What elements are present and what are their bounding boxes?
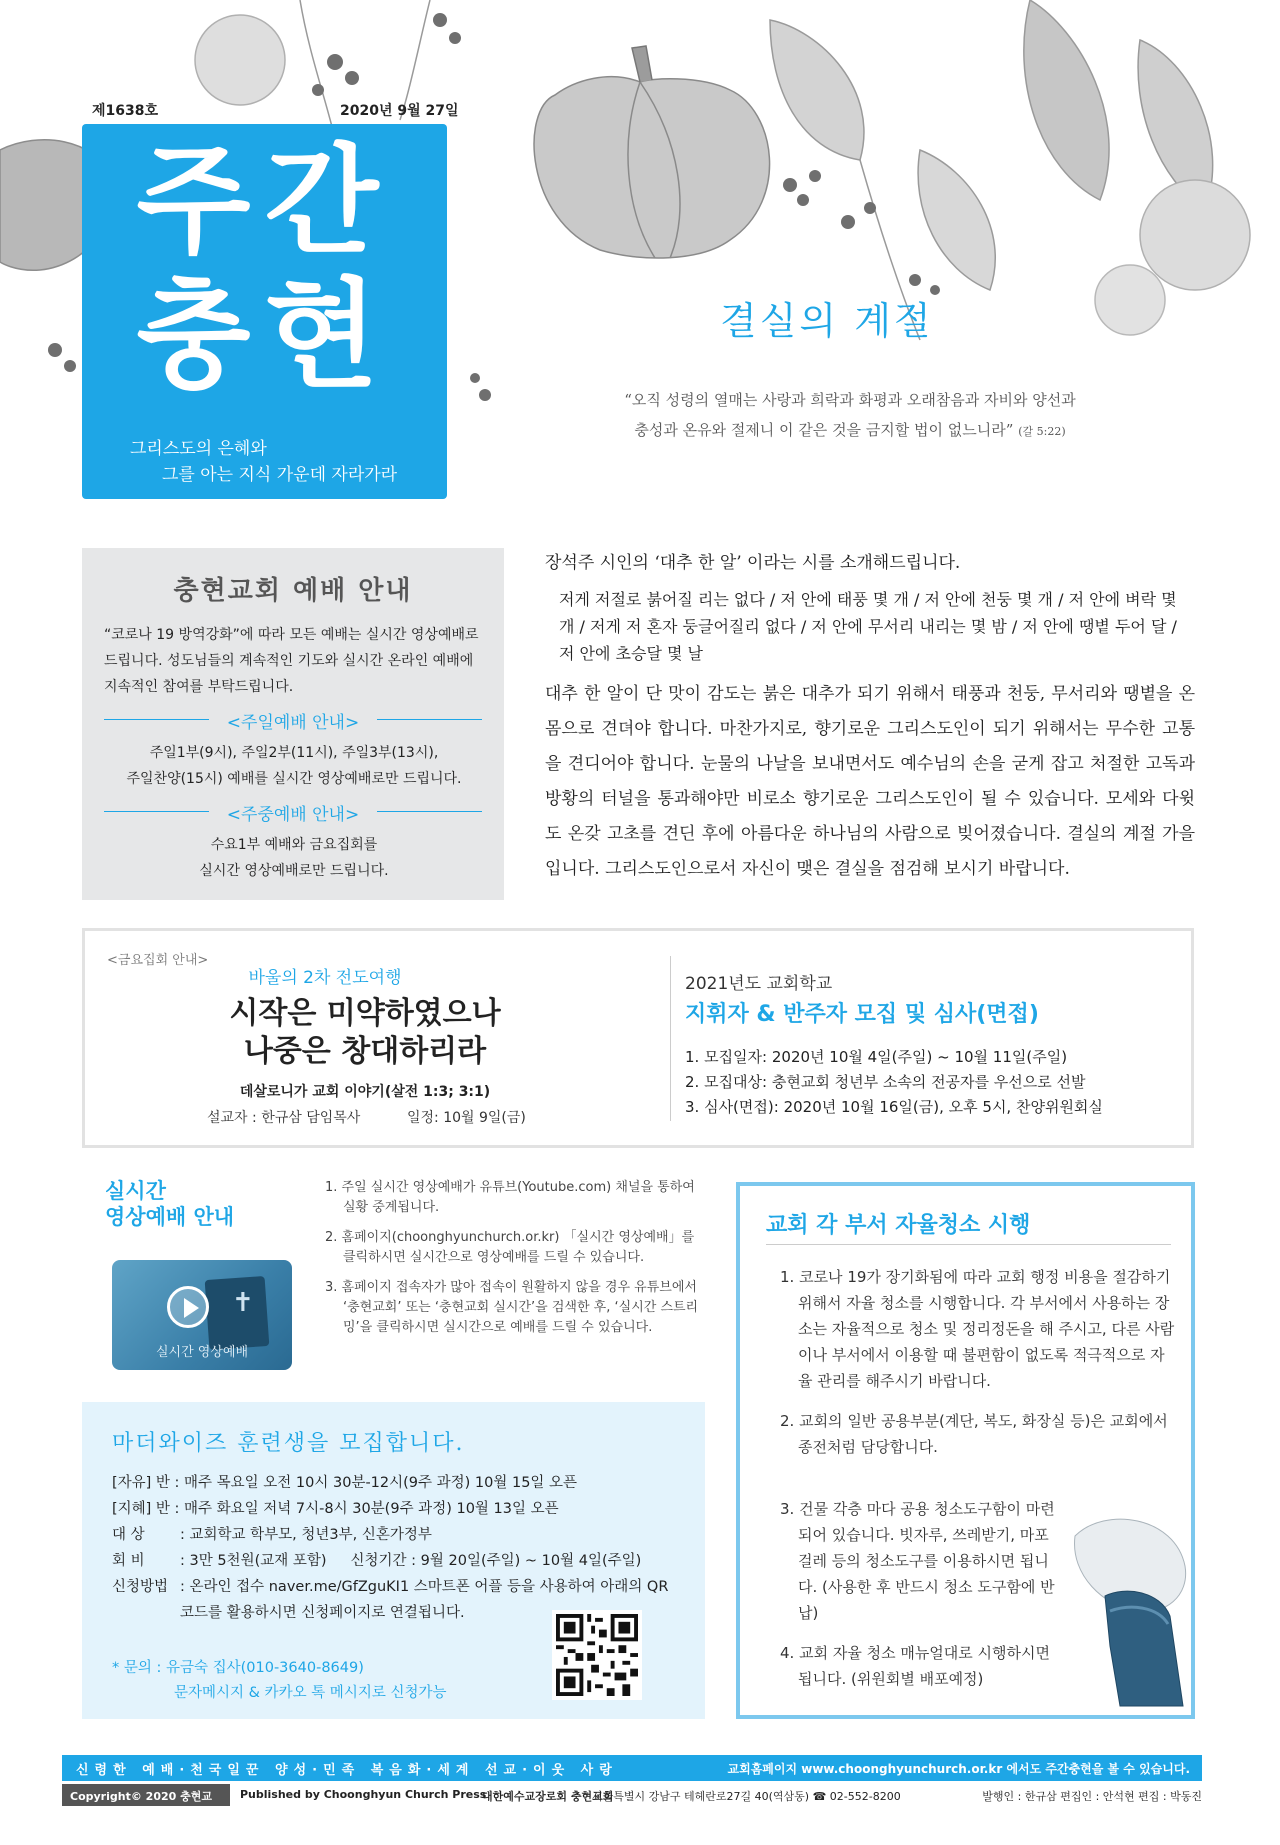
quote-line2: 충성과 온유와 절제니 이 같은 것을 금지할 법이 없느니라” [634, 421, 1014, 439]
contact-line2: 문자메시지 & 카카오 톡 메시지로 신청가능 [174, 1685, 447, 1701]
list-item: 2. 모집대상: 충현교회 청년부 소속의 전공자를 우선으로 선발 [685, 1073, 1086, 1091]
quote-line1: “오직 성령의 열매는 사랑과 희락과 화평과 오래참음과 자비와 양선과 [624, 391, 1076, 409]
worship-intro: “코로나 19 방역강화”에 따라 모든 예배는 실시간 영상예배로 드립니다. 성도님들의 계속적인 기도와 실시간 온라인 예배에 지속적인 참여를 부탁드립니다. [104, 627, 479, 695]
footer-staff: 발행인 : 한규삼 편집인 : 안석현 편집 : 박동진 [982, 1790, 1202, 1803]
school-year: 2021년도 교회학교 [685, 974, 833, 994]
row-key: 대 상 [112, 1527, 145, 1543]
midweek-worship-body [104, 832, 484, 884]
friday-date: 일정: 10월 9일(금) [407, 1110, 526, 1126]
list-item: 2. 홈페이지(choonghyunchurch.or.kr) 「실시간 영상예배」를 클릭하시면 실시간으로 영상예배를 드릴 수 있습니다. [325, 1230, 695, 1265]
masthead-title-line2: 충현 [136, 266, 393, 404]
footer-info-bar [62, 1784, 1202, 1819]
masthead [82, 124, 447, 499]
motherwise-details [112, 1470, 692, 1626]
detail-row [112, 1470, 692, 1496]
cleaning-panel [736, 1182, 1195, 1719]
list-item: 1. 모집일자: 2020년 10월 4일(주일) ~ 10월 11일(주일) [685, 1048, 1068, 1066]
live-title-line2: 영상예배 안내 [105, 1205, 235, 1229]
masthead-title-line1: 주간 [136, 132, 393, 270]
friday-main-line1: 시작은 미약하였으나 [229, 996, 501, 1031]
qr-code-icon[interactable] [552, 1610, 642, 1700]
motherwise-contact [112, 1656, 446, 1706]
footer-site-link[interactable]: 교회홈페이지 www.choonghyunchurch.or.kr 에서도 주간충현을 볼 수 있습니다. [727, 1762, 1190, 1776]
feature-title: 결실의 계절 [720, 299, 934, 343]
friday-subtitle: 바울의 2차 전도여행 [248, 968, 402, 988]
list-item: 3. 건물 각층 마다 공용 청소도구함이 마련되어 있습니다. 빗자루, 쓰레받기, 마포걸레 등의 청소도구를 이용하시면 됩니다. (사용한 후 반드시 청소 도구함에 반납) [780, 1500, 1055, 1622]
footer-slogan-bar [62, 1755, 1202, 1781]
footer-address: 서울특별시 강남구 테헤란로27길 40(역삼동) ☎ 02-552-8200 [592, 1790, 901, 1803]
midweek-line1: 수요1부 예배와 금요집회를 [210, 837, 378, 853]
row-value: 코드를 활용하시면 신청페이지로 연결됩니다. [180, 1605, 465, 1621]
detail-row [112, 1496, 692, 1522]
school-items [685, 1045, 1103, 1120]
friday-preacher: 설교자 : 한규삼 담임목사 [207, 1110, 361, 1126]
footer-publisher: Published by Choonghyun Church Press [240, 1788, 487, 1801]
cross-icon: ✝ [232, 1288, 254, 1318]
midweek-line2: 실시간 영상예배로만 드립니다. [199, 863, 389, 879]
footer-slogan: 신령한 예배·천국일꾼 양성·민족 복음화·세계 선교·이웃 사랑 [76, 1763, 618, 1778]
list-item: 4. 교회 자율 청소 매뉴얼대로 시행하시면 됩니다. (위원회별 배포예정) [780, 1644, 1050, 1688]
issue-date: 2020년 9월 27일 [340, 103, 459, 119]
row-text: [지혜] 반 : 매주 화요일 저녁 7시-8시 30분(9주 과정) 10월 13일 오픈 [112, 1501, 559, 1517]
midweek-worship-heading: <주중예배 안내> [104, 800, 482, 825]
friday-main-title [185, 995, 545, 1071]
sunday-worship-body [104, 740, 484, 792]
row-key: 회 비 [112, 1553, 145, 1569]
list-item: 3. 홈페이지 접속자가 많아 접속이 원활하지 않을 경우 유튜브에서 ‘충현교회’ 또는 ‘충현교회 실시간’을 검색한 후, ‘실시간 스트리밍’을 클릭하시면 실시간으로 예배를 드릴 수 있습니다. [325, 1280, 699, 1335]
school-title: 지휘자 & 반주자 모집 및 심사(면접) [685, 1002, 1039, 1027]
footer-copyright: Copyright© 2020 충현교회 [62, 1784, 230, 1806]
play-icon[interactable] [167, 1286, 209, 1328]
article-intro: 장석주 시인의 ‘대추 한 알’ 이라는 시를 소개해드립니다. [545, 553, 961, 573]
quote-reference: (갈 5:22) [1018, 425, 1066, 438]
sunday-line1: 주일1부(9시), 주일2부(11시), 주일3부(13시), [149, 745, 439, 761]
list-item: 1. 코로나 19가 장기화됨에 따라 교회 행정 비용을 절감하기 위해서 자율 청소를 시행합니다. 각 부서에서 사용하는 장소는 자율적으로 청소 및 정리정돈을 해 주시고, 다른 사람이나 부서에서 이용할 때 불편함이 없도록 적극적으로 자율 관리를 해주시기 바랍니다. [780, 1268, 1175, 1390]
cleaning-glove-icon [1065, 1506, 1195, 1711]
sunday-line2: 주일찬양(15시) 예배를 실시간 영상예배로만 드립니다. [126, 771, 462, 787]
detail-row [112, 1548, 692, 1574]
panel-divider [670, 956, 671, 1121]
main-article [545, 548, 1195, 887]
friday-school-panel [82, 928, 1194, 1148]
worship-guide-title: 충현교회 예배 안내 [173, 576, 413, 606]
motherwise-panel [82, 1402, 705, 1719]
row-value: : 교회학교 학부모, 청년3부, 신혼가정부 [180, 1527, 432, 1543]
friday-tag: <금요집회 안내> [107, 953, 209, 968]
list-item: 2. 교회의 일반 공용부분(계단, 복도, 화장실 등)은 교회에서 종전처럼 담당합니다. [780, 1412, 1168, 1456]
live-worship-thumbnail[interactable] [112, 1260, 292, 1370]
live-worship-list [325, 1178, 710, 1348]
thumbnail-caption: 실시간 영상예배 [155, 1345, 249, 1360]
masthead-subtitle-line2: 그를 아는 지식 가운데 자라가라 [162, 465, 398, 485]
row-value: 신청기간 : 9월 20일(주일) ~ 10월 4일(주일) [350, 1553, 642, 1569]
detail-row [112, 1574, 692, 1600]
sunday-worship-heading: <주일예배 안내> [104, 708, 482, 733]
list-item: 3. 심사(면접): 2020년 10월 16일(금), 오후 5시, 찬양위원회실 [685, 1098, 1103, 1116]
article-body: 대추 한 알이 단 맛이 감도는 붉은 대추가 되기 위해서 태풍과 천둥, 무서리와 땡볕을 온 몸으로 견뎌야 합니다. 마찬가지로, 향기로운 그리스도인이 되기 위해서는 무수한 고통을 견디어야 합니다. 눈물의 나날을 보내면서도 예수님의 손을 굳게 잡고 처절한 고독과 방황의 터널을 통과해야만 비로소 향기로운 그리스도인이 될 수 있습니다. 모세와 다윗도 온갖 고초를 견딘 후에 아름다운 하나님의 사람으로 빚어졌습니다. 결실의 계절 가을입니다. 그리스도인으로서 자신이 맺은 결실을 점검해 보시기 바랍니다. [545, 684, 1195, 879]
issue-number: 제1638호 [92, 103, 159, 119]
row-value: : 온라인 접수 naver.me/GfZguKI1 스마트폰 어플 등을 사용하여 아래의 QR [180, 1579, 669, 1595]
live-title-line1: 실시간 [105, 1179, 166, 1203]
list-item: 1. 주일 실시간 영상예배가 유튜브(Youtube.com) 채널을 통하여 실황 중계됩니다. [325, 1180, 695, 1215]
friday-scripture: 데살로니가 교회 이야기(살전 1:3; 3:1) [239, 1084, 491, 1100]
cleaning-title: 교회 각 부서 자율청소 시행 [766, 1213, 1031, 1238]
row-value: : 3만 5천원(교재 포함) [180, 1553, 327, 1569]
contact-line1: * 문의 : 유금숙 집사(010-3640-8649) [112, 1660, 364, 1676]
footer-church-signature: 대한예수교장로회 충현교회 [482, 1790, 614, 1803]
article-poem: 저게 저절로 붉어질 리는 없다 / 저 안에 태풍 몇 개 / 저 안에 천둥 몇 개 / 저 안에 벼락 몇 개 / 저게 저 혼자 둥글어질리 없다 / 저 안에 무서리 내리는 몇 밤 / 저 안에 땡볕 두어 달 / 저 안에 초승달 몇 날 [559, 590, 1177, 663]
motherwise-title: 마더와이즈 훈련생을 모집합니다. [112, 1431, 465, 1456]
worship-guide-panel [82, 548, 504, 900]
row-text: [자유] 반 : 매주 목요일 오전 10시 30분-12시(9주 과정) 10월 15일 오픈 [112, 1475, 578, 1491]
row-key: 신청방법 [112, 1579, 169, 1595]
detail-row [112, 1522, 692, 1548]
masthead-subtitle-line1: 그리스도의 은혜와 [130, 439, 267, 459]
live-worship-title [105, 1178, 234, 1230]
friday-main-line2: 나중은 창대하리라 [243, 1034, 487, 1069]
cleaning-divider [766, 1244, 1171, 1245]
feature-quote [570, 385, 1130, 447]
